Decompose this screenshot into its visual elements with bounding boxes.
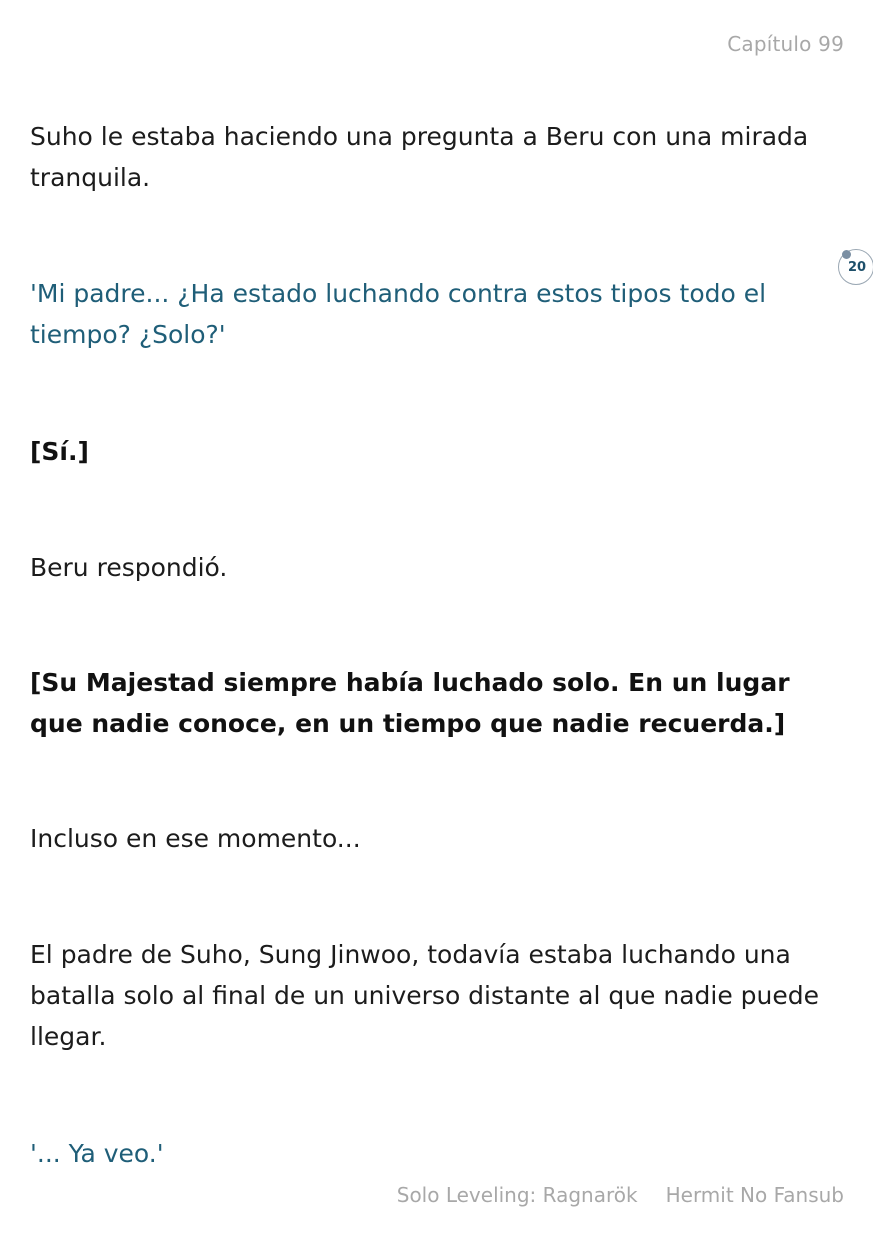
chapter-label: Capítulo 99 <box>727 32 844 56</box>
page-number: 20 <box>847 260 867 275</box>
narration-paragraph: Suho le estaba haciendo una pregunta a Beru con una mirada tranquila. <box>30 122 809 192</box>
thought-paragraph: '... Ya veo.' <box>30 1139 164 1168</box>
thought-paragraph: 'Mi padre... ¿Ha estado luchando contra estos tipos todo el tiempo? ¿Solo?' <box>30 279 767 349</box>
novel-title: Solo Leveling: Ragnarök <box>396 1183 638 1207</box>
system-message-paragraph: [Su Majestad siempre había luchado solo. En un lugar que nadie conoce, en un tiempo que nadie recuerda.] <box>30 668 790 738</box>
narration-paragraph: El padre de Suho, Sung Jinwoo, todavía estaba luchando una batalla solo al final de un universo distante al que nadie puede llegar. <box>30 940 820 1051</box>
narration-paragraph: Incluso en ese momento... <box>30 824 361 853</box>
progress-dot-icon <box>842 250 851 259</box>
footer <box>397 1183 844 1207</box>
narration-paragraph: Beru respondió. <box>30 553 228 582</box>
translator-credit: Hermit No Fansub <box>665 1183 844 1207</box>
system-message-paragraph: [Sí.] <box>30 437 89 466</box>
